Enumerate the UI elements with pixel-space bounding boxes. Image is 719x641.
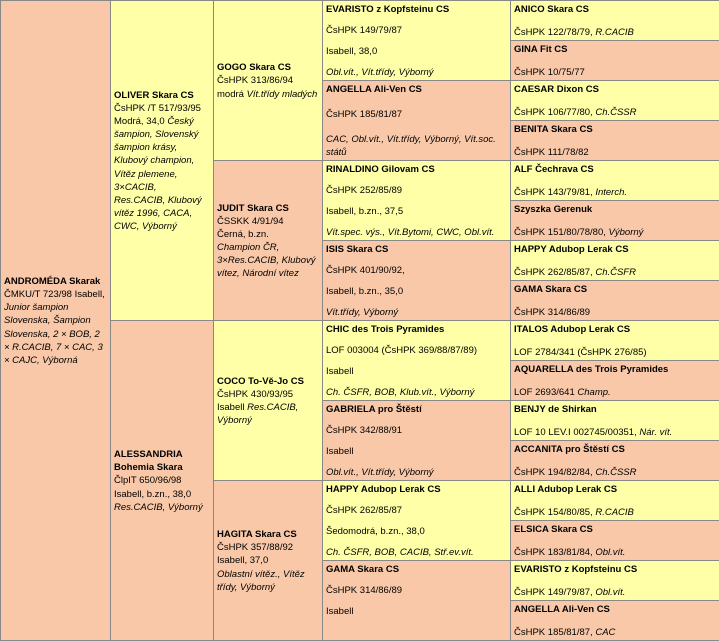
gen4-cell (511, 361, 719, 401)
dog-titles: Junior šampion Slovenska, Šampion Slovenska, 2 × BOB, 2 × R.CACIB, 7 × CAC, 3 × CAJC, Výborná (4, 302, 103, 366)
parent-line: Isabell, b.zn., 38,0 (114, 488, 192, 500)
ggp-titles: Ch. ČSFR, BOB, CACIB, Stř.ev.vít. (326, 546, 474, 558)
gen4-cell (511, 161, 719, 201)
parent-sire-cell (111, 1, 214, 321)
great-grandparent-cell (323, 81, 511, 161)
parent-name: OLIVER Skara CS (114, 89, 194, 101)
gen4-reg: ČsHPK 143/79/81, (514, 186, 593, 198)
gen4-name: ELSICA Skara CS (514, 524, 593, 535)
grandparent-color: Isabell (217, 402, 245, 413)
ggp-titles: Ch. ČSFR, BOB, Klub.vít., Výborný (326, 386, 475, 398)
parent-titles: Český šampion, Slovenský šampion krásy, Klubový champion, Vítěz plemene, 3×CACIB, Res.CACIB, Klubový vítěz 1996, CACA, CWC, Výborný (114, 116, 202, 232)
gen4-titles: Ch.ČSSR (595, 106, 637, 118)
grandparent-name: COCO To-Vě-Jo CS (217, 375, 304, 387)
gen4-reg: LOF 2693/641 (514, 386, 575, 398)
great-grandparent-cell (323, 561, 511, 641)
ggp-reg: ČsHPK 185/81/87 (326, 108, 403, 120)
gen4-name: ALF Čechrava CS (514, 164, 594, 175)
ggp-name: RINALDINO Gilovam CS (326, 164, 435, 175)
parent-titles: Res.CACIB, Výborný (114, 501, 203, 513)
ggp-color: Isabell, 38,0 (326, 45, 378, 57)
ggp-name: GABRIELA pro Štěstí (326, 404, 422, 415)
grandparent-cell (214, 1, 323, 161)
gen4-cell (511, 601, 719, 641)
ggp-name: CHIC des Trois Pyramides (326, 324, 445, 335)
ggp-reg: ČsHPK 342/88/91 (326, 424, 403, 436)
grandparent-cell (214, 481, 323, 641)
gen4-cell (511, 81, 719, 121)
gen4-name: ALLI Adubop Lerak CS (514, 484, 618, 495)
grandparent-titles: Champion ČR, 3×Res.CACIB, Klubový vítez, Národní vítez (217, 242, 316, 280)
gen4-reg: ČsHPK 111/78/82 (514, 146, 589, 158)
grandparent-titles: Res.CACIB, Výborný (217, 402, 299, 427)
gen4-name: ACCANITA pro Štěstí CS (514, 444, 625, 455)
gen4-cell (511, 401, 719, 441)
grandparent-reg: ČsHPK 357/88/92 (217, 542, 294, 554)
ggp-reg: ČsHPK 149/79/87 (326, 24, 403, 36)
gen4-reg: ČsHPK 122/78/79, (514, 26, 593, 38)
grandparent-cell (214, 161, 323, 321)
dog-info (4, 275, 107, 367)
ggp-reg: ČsHPK 252/85/89 (326, 184, 403, 196)
gen4-name: HAPPY Adubop Lerak CS (514, 244, 629, 255)
gen4-reg: ČsHPK 106/77/80, (514, 106, 593, 118)
dog-color: Isabell, (74, 289, 105, 301)
gen4-name: EVARISTO z Kopfsteinu CS (514, 564, 638, 575)
gen4-titles: Ch.ČSSR (595, 466, 637, 478)
ggp-reg: LOF 003004 (ČsHPK 369/88/87/89) (326, 344, 478, 356)
great-grandparent-cell (323, 161, 511, 241)
gen4-titles: Ch.ČSFR (595, 266, 636, 278)
great-grandparent-cell (323, 401, 511, 481)
grandparent-name: JUDIT Skara CS (217, 202, 289, 214)
gen4-titles: Obl.vít. (595, 586, 626, 598)
ggp-reg: ČsHPK 262/85/87 (326, 504, 403, 516)
ggp-titles: Vít.třídy, Výborný (326, 306, 399, 318)
gen4-titles: Interch. (595, 186, 628, 198)
grandparent-cell (214, 321, 323, 481)
grandparent-reg: ČsHPK 313/86/94 (217, 75, 294, 87)
ggp-name: ISIS Skara CS (326, 244, 389, 255)
ggp-titles: Obl.vít., Vít.třídy, Výborný (326, 66, 434, 78)
grandparent-color: Černá, b.zn. (217, 228, 269, 240)
gen4-reg: ČsHPK 10/75/77 (514, 66, 585, 78)
parent-reg: ČlpIT 650/96/98 (114, 475, 182, 487)
great-grandparent-cell (323, 481, 511, 561)
gen4-titles: R.CACIB (595, 506, 634, 518)
ggp-color: Isabell, b.zn., 37,5 (326, 205, 404, 217)
gen4-titles: Champ. (577, 386, 611, 398)
gen4-cell (511, 41, 719, 81)
dog-reg: ČMKU/T 723/98 (4, 289, 72, 301)
gen4-name: ANGELLA Ali-Ven CS (514, 604, 610, 615)
gen4-name: ITALOS Adubop Lerak CS (514, 324, 631, 335)
gen4-name: AQUARELLA des Trois Pyramides (514, 364, 669, 375)
gen4-name: BENITA Skara CS (514, 124, 593, 135)
ggp-name: EVARISTO z Kopfsteinu CS (326, 4, 450, 15)
gen4-name: Szyszka Gerenuk (514, 204, 593, 215)
ggp-titles: Obl.vít., Vít.třídy, Výborný (326, 466, 434, 478)
gen4-name: BENJY de Shirkan (514, 404, 597, 415)
gen4-cell (511, 521, 719, 561)
ggp-name: HAPPY Adubop Lerak CS (326, 484, 441, 495)
great-grandparent-cell (323, 321, 511, 401)
gen4-titles: CAC (595, 626, 616, 638)
gen4-name: GINA Fit CS (514, 44, 568, 55)
grandparent-reg: ČSSKK 4/91/94 (217, 215, 284, 227)
ggp-name: ANGELLA Ali-Ven CS (326, 84, 422, 95)
parent-name: ALESSANDRIA Bohemia Skara (114, 449, 183, 474)
gen4-reg: ČsHPK 314/86/89 (514, 306, 591, 318)
grandparent-name: HAGITA Skara CS (217, 529, 297, 541)
gen4-reg: ČsHPK 194/82/84, (514, 466, 593, 478)
dog-name: ANDROMÉDA Skarak (4, 276, 101, 288)
great-grandparent-cell (323, 1, 511, 81)
gen4-cell (511, 321, 719, 361)
gen4-titles: Nár. vít. (639, 426, 673, 438)
gen4-cell (511, 121, 719, 161)
gen4-reg: ČsHPK 183/81/84, (514, 546, 593, 558)
gen4-reg: ČsHPK 149/79/87, (514, 586, 593, 598)
great-grandparent-cell (323, 241, 511, 321)
gen4-reg: ČsHPK 154/80/85, (514, 506, 593, 518)
gen4-cell (511, 201, 719, 241)
grandparent-reg: ČsHPK 430/93/95 (217, 388, 294, 400)
grandparent-color: Isabell, 37,0 (217, 555, 269, 567)
gen4-reg: ČsHPK 262/85/87, (514, 266, 593, 278)
gen4-titles: Obl.vít. (595, 546, 626, 558)
grandparent-titles: Oblastní vítěz., Vítěz třídy, Výborný (217, 568, 305, 593)
ggp-reg: ČsHPK 314/86/89 (326, 585, 403, 597)
ggp-color: Isabell (326, 445, 354, 457)
gen4-reg: LOF 2784/341 (ČsHPK 276/85) (514, 346, 647, 358)
ggp-color: Isabell (326, 606, 354, 618)
dog-cell (1, 1, 111, 641)
ggp-color: Isabell (326, 365, 354, 377)
gen4-cell (511, 241, 719, 281)
gen4-titles: R.CACIB (595, 26, 634, 38)
gen4-reg: ČsHPK 185/81/87, (514, 626, 593, 638)
gen4-cell (511, 481, 719, 521)
ggp-color: Isabell, b.zn., 35,0 (326, 285, 404, 297)
gen4-name: ANICO Skara CS (514, 4, 589, 15)
ggp-reg: ČsHPK 401/90/92, (326, 264, 405, 276)
ggp-name: GAMA Skara CS (326, 564, 400, 575)
gen4-cell (511, 441, 719, 481)
gen4-name: CAESAR Dixon CS (514, 84, 599, 95)
ggp-color: Šedomodrá, b.zn., 38,0 (326, 525, 425, 537)
gen4-reg: LOF 10 LEV.I 002745/00351, (514, 426, 637, 438)
gen4-name: GAMA Skara CS (514, 284, 588, 295)
grandparent-titles: Vít.třídy mladých (246, 88, 318, 100)
gen4-cell (511, 281, 719, 321)
parent-line: ČsHPK /T 517/93/95 Modrá, 34,0 (114, 103, 201, 128)
ggp-titles: CAC, Obl.vít., Vít.třídy, Výborný, Vít.soc. států (326, 133, 496, 158)
gen4-titles: Výborný (608, 226, 644, 238)
grandparent-color: modrá (217, 88, 244, 100)
gen4-cell (511, 1, 719, 41)
gen4-reg: ČsHPK 151/80/78/80, (514, 226, 606, 238)
parent-dam-cell (111, 321, 214, 641)
ggp-titles: Vít.spec. výs., Vít.Bytomi, CWC, Obl.vít. (326, 226, 495, 238)
gen4-cell (511, 561, 719, 601)
grandparent-name: GOGO Skara CS (217, 62, 291, 74)
